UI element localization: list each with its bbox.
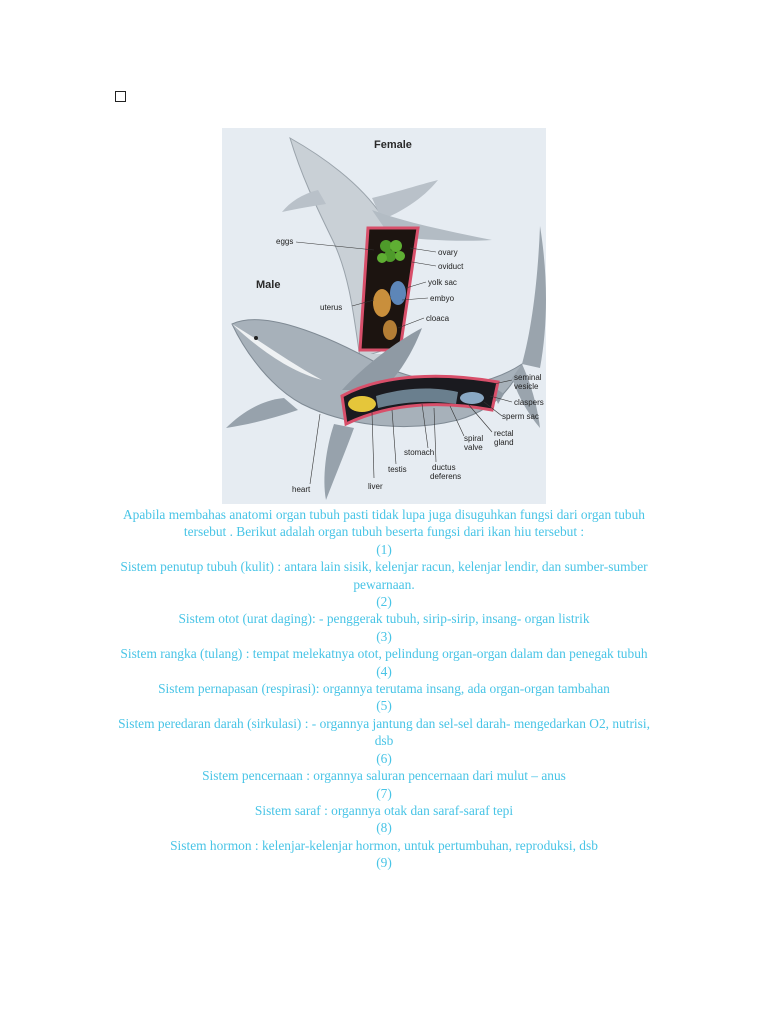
item-number-3: (3) xyxy=(376,628,392,644)
label-rectal: rectal xyxy=(494,429,514,438)
label-valve: valve xyxy=(464,443,483,452)
label-liver: liver xyxy=(368,482,383,491)
label-deferens: deferens xyxy=(430,472,462,481)
item-number-4: (4) xyxy=(376,663,392,679)
item-text-5: Sistem peredaran darah (sirkulasi) : - organnya jantung dan sel-sel darah- mengedarkan O2, nutrisi, dsb xyxy=(118,715,650,749)
label-oviduct: oviduct xyxy=(438,262,464,271)
item-number-5: (5) xyxy=(376,698,392,714)
shark-anatomy-illustration xyxy=(222,128,546,504)
shark-anatomy-figure xyxy=(222,128,546,504)
label-spiral: spiral xyxy=(464,434,484,443)
item-text-7: Sistem saraf : organnya otak dan saraf-saraf tepi xyxy=(254,802,514,818)
item-number-8: (8) xyxy=(376,820,392,836)
checkbox-icon xyxy=(115,91,126,102)
body-text xyxy=(108,506,660,872)
item-number-7: (7) xyxy=(376,785,392,801)
label-embryo: embyo xyxy=(430,294,455,303)
label-vesicle: vesicle xyxy=(514,382,539,391)
label-uterus: uterus xyxy=(320,303,343,312)
label-testis: testis xyxy=(388,465,407,474)
label-cloaca: cloaca xyxy=(426,314,450,323)
item-number-2: (2) xyxy=(376,594,392,610)
label-seminal: seminal xyxy=(514,373,542,382)
label-ovary: ovary xyxy=(438,248,458,257)
item-text-2: Sistem otot (urat daging): - penggerak tubuh, sirip-sirip, insang- organ listrik xyxy=(178,611,590,627)
item-number-6: (6) xyxy=(376,750,392,766)
item-text-6: Sistem pencernaan : organnya saluran pencernaan dari mulut – anus xyxy=(202,768,566,784)
label-heart: heart xyxy=(292,485,311,494)
label-claspers: claspers xyxy=(514,398,544,407)
female-title: Female xyxy=(374,139,412,151)
item-text-8: Sistem hormon : kelenjar-kelenjar hormon, untuk pertumbuhan, reproduksi, dsb xyxy=(170,837,598,853)
label-eggs: eggs xyxy=(276,237,294,246)
label-gland: gland xyxy=(494,438,514,447)
label-sperm-sac: sperm sac xyxy=(502,412,539,421)
item-number-9: (9) xyxy=(376,855,392,871)
item-text-3: Sistem rangka (tulang) : tempat melekatnya otot, pelindung organ-organ dalam dan penegak tubuh xyxy=(120,646,648,662)
label-yolk-sac: yolk sac xyxy=(428,278,457,287)
intro-paragraph: Apabila membahas anatomi organ tubuh pasti tidak lupa juga disuguhkan fungsi dari organ tubuh tersebut . Berikut adalah organ tubuh beserta fungsi dari ikan hiu tersebut : xyxy=(122,507,645,540)
item-number-1: (1) xyxy=(376,541,392,557)
male-title: Male xyxy=(256,279,281,291)
label-ductus: ductus xyxy=(432,463,456,472)
item-text-4: Sistem pernapasan (respirasi): organnya terutama insang, ada organ-organ tambahan xyxy=(158,681,610,697)
item-text-1: Sistem penutup tubuh (kulit) : antara lain sisik, kelenjar racun, kelenjar lendir, dan sumber-sumber pewarnaan. xyxy=(120,559,648,592)
label-stomach: stomach xyxy=(404,448,435,457)
